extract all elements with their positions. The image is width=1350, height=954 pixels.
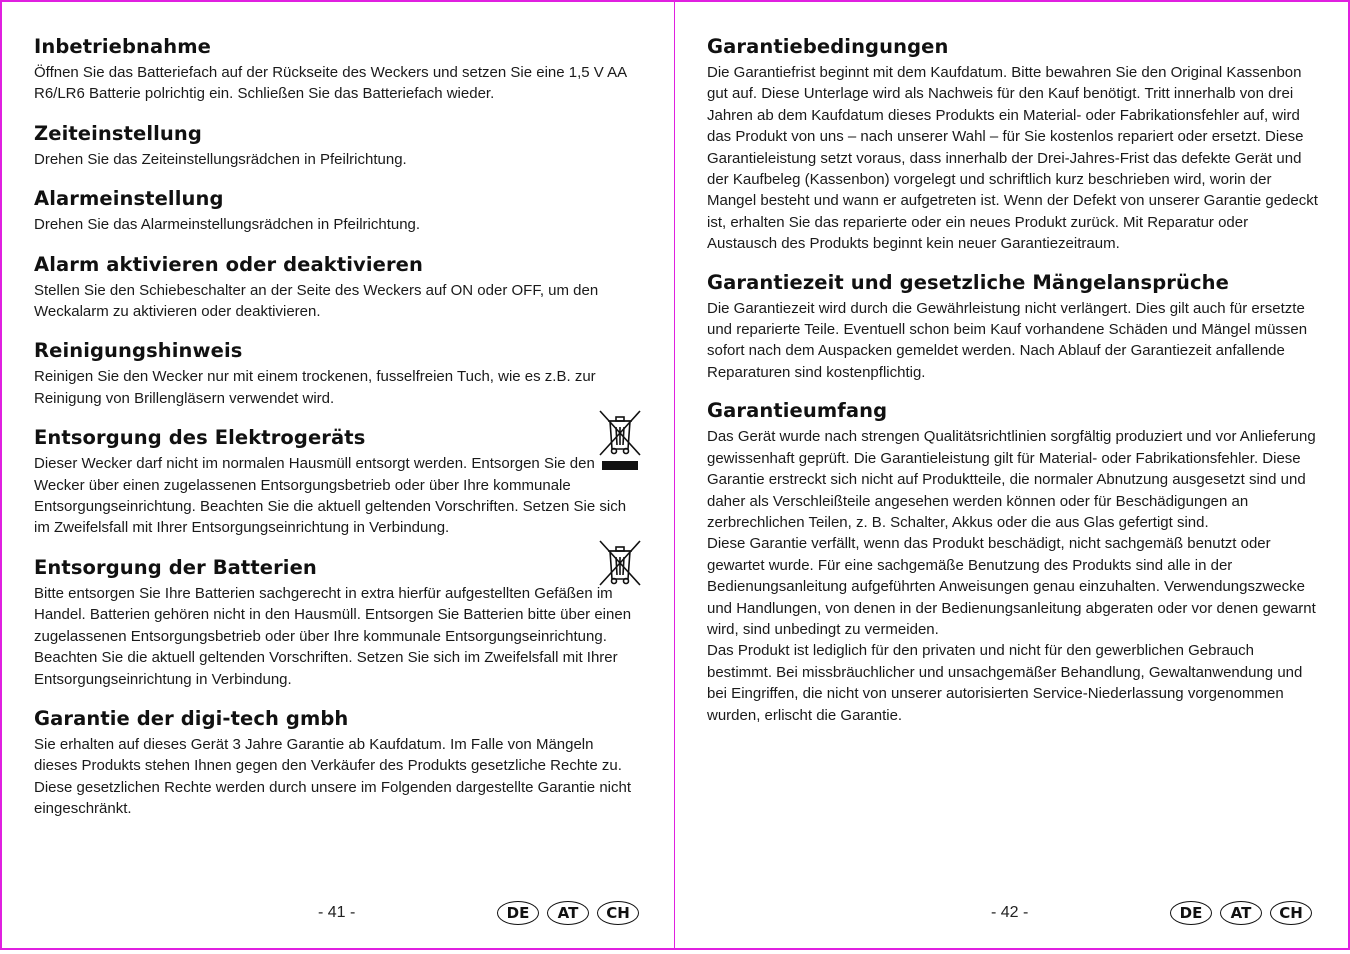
section-garantiezeit xyxy=(707,268,1319,384)
page-number: - 41 - xyxy=(318,904,356,921)
section-alarm-aktivieren xyxy=(34,250,638,323)
section-text: Öffnen Sie das Batteriefach auf der Rückseite des Weckers und setzen Sie eine 1,5 V AA R6/LR6 Batterie polrichtig ein. Schließen Sie das Batteriefach wieder. xyxy=(34,64,627,103)
section-garantie-digi-tech xyxy=(34,704,638,820)
right-page xyxy=(674,0,1350,950)
section-heading: Alarmeinstellung xyxy=(34,187,224,211)
country-badge-ch: CH xyxy=(597,901,639,925)
section-heading: Alarm aktivieren oder deaktivieren xyxy=(34,252,423,276)
section-heading: Inbetriebnahme xyxy=(34,35,211,58)
section-text: Sie erhalten auf dieses Gerät 3 Jahre Garantie ab Kaufdatum. Im Falle von Mängeln dieses Produkts stehen Ihnen gegen den Verkäufer des Produkts gesetzliche Rechte zu. Diese gesetzlichen Rechte werden durch unsere im Folgenden dargestellte Garantie nicht eingeschränkt. xyxy=(34,735,632,818)
section-entsorgung-elektrogeraet xyxy=(34,423,638,539)
crossed-out-wheelie-bin-icon xyxy=(598,539,642,591)
section-text: Stellen Sie den Schiebeschalter an der Seite des Weckers auf ON oder OFF, um den Weckalarm zu aktivieren oder deaktivieren. xyxy=(34,281,599,321)
country-badge-at: AT xyxy=(1220,901,1262,925)
section-text: Drehen Sie das Zeiteinstellungsrädchen in Pfeilrichtung. xyxy=(34,150,407,168)
section-paragraph: Diese Garantie verfällt, wenn das Produkt beschädigt, nicht sachgemäß benutzt oder gewartet wurde. Für eine sachgemäße Benutzung des Produkts sind alle in der Bedienungsanleitung aufgeführten Anweisungen genau einzuhalten. Verwendungszwecke und Handlungen, von denen in der Bedienungsanleitung abgeraten oder vor denen gewarnt wird, sind unbedingt zu vermeiden. xyxy=(707,535,1316,638)
page-number: - 42 - xyxy=(991,904,1029,921)
country-badges xyxy=(1170,901,1312,925)
section-reinigungshinweis xyxy=(34,336,638,409)
left-page xyxy=(0,0,675,950)
section-garantiebedingungen xyxy=(707,32,1319,255)
section-heading: Zeiteinstellung xyxy=(34,121,202,145)
country-badge-at: AT xyxy=(547,901,589,925)
section-heading: Garantiebedingungen xyxy=(707,35,949,58)
section-heading: Entsorgung der Batterien xyxy=(34,555,317,579)
section-text: Die Garantiefrist beginnt mit dem Kaufdatum. Bitte bewahren Sie den Original Kassenbon gut auf. Diese Unterlage wird als Nachweis für den Kauf benötigt. Tritt innerhalb von drei Jahren ab dem Kaufdatum dieses Produkts ein Material- oder Fabrikationsfehler auf, wird das Produkt von uns – nach unserer Wahl – für Sie kostenlos repariert oder ersetzt. Diese Garantieleistung setzt voraus, dass innerhalb der Drei-Jahres-Frist das defekte Gerät und der Kaufbeleg (Kassenbon) vorgelegt und schriftlich kurz beschrieben wird, worin der Mangel besteht und wann er aufgetreten ist. Wenn der Defekt von unserer Garantie gedeckt ist, erhalten Sie das reparierte oder ein neues Produkt zurück. Mit Reparatur oder Austausch des Produkts beginnt kein neuer Garantiezeitraum. xyxy=(707,64,1318,253)
section-zeiteinstellung xyxy=(34,119,638,170)
section-paragraph: Das Gerät wurde nach strengen Qualitätsrichtlinien sorgfältig produziert und vor Anlieferung gewissenhaft geprüft. Die Garantieleistung gilt für Material- oder Fabrikationsfehler. Diese Garantie erstreckt sich nicht auf Produktteile, die normaler Abnutzung ausgesetzt sind und daher als Verschleißteile angesehen werden können oder für Beschädigungen an zerbrechlichen Teilen, z. B. Schalter, Akkus oder die aus Glas gefertigt sind. xyxy=(707,428,1316,531)
country-badge-de: DE xyxy=(1170,901,1212,925)
section-entsorgung-batterien xyxy=(34,553,638,690)
country-badges xyxy=(497,901,639,925)
section-text: Dieser Wecker darf nicht im normalen Hausmüll entsorgt werden. Entsorgen Sie den Wecker über einen zugelassenen Entsorgungsbetrieb oder über Ihre kommunale Entsorgungseinrichtung. Beachten Sie die aktuell geltenden Vorschriften. Setzen Sie sich im Zweifelsfall mit Ihrer Entsorgungseinrichtung in Verbindung. xyxy=(34,455,627,537)
section-text: Drehen Sie das Alarmeinstellungsrädchen in Pfeilrichtung. xyxy=(34,216,421,234)
section-heading: Garantiezeit und gesetzliche Mängelansprüche xyxy=(707,270,1229,294)
right-page-content xyxy=(707,32,1319,726)
section-text: Bitte entsorgen Sie Ihre Batterien sachgerecht in extra hierfür aufgestellten Gefäßen im Handel. Batterien gehören nicht in den Hausmüll. Entsorgen Sie Batterien bitte über einen zugelassenen Entsorgungsbetrieb oder über Ihre kommunale Entsorgungseinrichtung. Beachten Sie die aktuell geltenden Vorschriften. Setzen Sie sich im Zweifelsfall mit Ihrer Entsorgungseinrichtung in Verbindung. xyxy=(34,584,632,688)
country-badge-de: DE xyxy=(497,901,539,925)
section-garantieumfang xyxy=(707,396,1319,726)
section-heading: Entsorgung des Elektrogeräts xyxy=(34,426,366,450)
crossed-out-wheelie-bin-icon xyxy=(598,409,642,477)
section-text: Die Garantiezeit wird durch die Gewährleistung nicht verlängert. Dies gilt auch für ersetzte und reparierte Teile. Eventuell schon beim Kauf vorhandene Schäden und Mängel müssen sofort nach dem Auspacken gemeldet werden. Nach Ablauf der Garantiezeit anfallende Reparaturen sind kostenpflichtig. xyxy=(707,299,1308,381)
section-text: Reinigen Sie den Wecker nur mit einem trockenen, fusselfreien Tuch, wie es z.B. zur Reinigung von Brillengläsern verwendet wird. xyxy=(34,368,596,407)
section-inbetriebnahme xyxy=(34,32,638,105)
section-heading: Garantieumfang xyxy=(707,399,888,423)
section-heading: Garantie der digi-tech gmbh xyxy=(34,706,349,730)
left-page-content xyxy=(34,32,638,820)
country-badge-ch: CH xyxy=(1270,901,1312,925)
section-heading: Reinigungshinweis xyxy=(34,339,243,363)
section-paragraph: Das Produkt ist lediglich für den privaten und nicht für den gewerblichen Gebrauch bestimmt. Bei missbräuchlicher und unsachgemäßer Behandlung, Gewaltanwendung und bei Eingriffen, die nicht von unserer autorisierten Service-Niederlassung vorgenommen wurden, erlischt die Garantie. xyxy=(707,642,1303,724)
section-alarmeinstellung xyxy=(34,184,638,235)
